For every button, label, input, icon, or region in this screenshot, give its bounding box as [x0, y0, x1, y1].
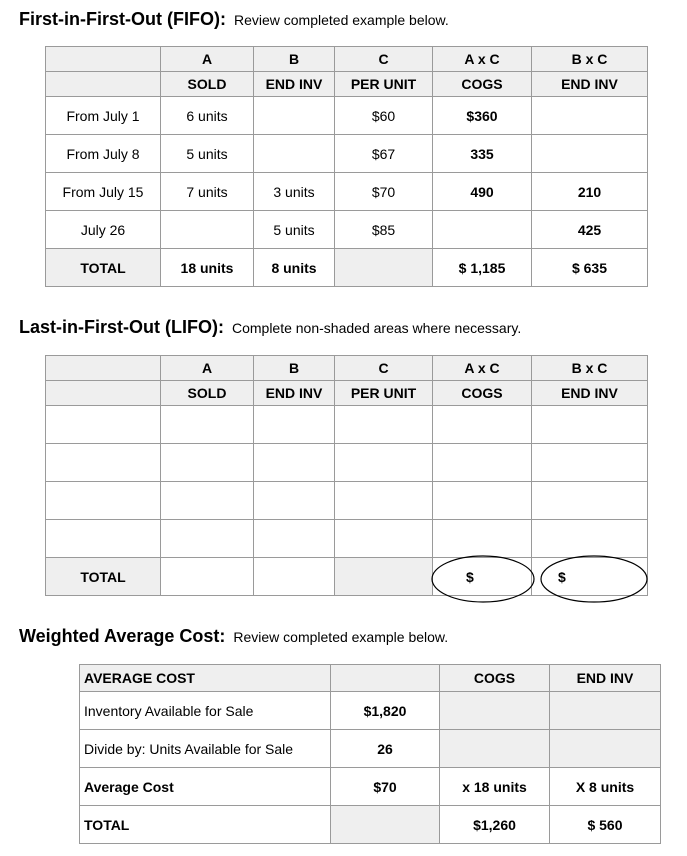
lifo-cell-per-unit[interactable] — [335, 406, 433, 444]
lifo-cell-per-unit[interactable] — [335, 520, 433, 558]
lifo-cell-end-inv-value[interactable] — [532, 482, 648, 520]
wavg-total-end-inv: $ 560 — [550, 806, 661, 844]
lifo-title: Last-in-First-Out (LIFO): — [19, 317, 224, 337]
wavg-row-cogs — [440, 730, 550, 768]
fifo-cell-end-inv-value: 210 — [532, 173, 648, 211]
lifo-header-top-c: C — [335, 356, 433, 381]
wavg-row-label: Inventory Available for Sale — [80, 692, 331, 730]
lifo-header-top-axc: A x C — [433, 356, 532, 381]
fifo-cell-cogs — [433, 211, 532, 249]
fifo-cell-per-unit: $70 — [335, 173, 433, 211]
fifo-header-top-axc: A x C — [433, 47, 532, 72]
fifo-header-bottom-0 — [46, 72, 161, 97]
fifo-cell-cogs: $360 — [433, 97, 532, 135]
lifo-header-top-a: A — [161, 356, 254, 381]
fifo-cell-sold: 6 units — [161, 97, 254, 135]
fifo-total-cogs: $ 1,185 — [433, 249, 532, 287]
fifo-note: Review completed example below. — [233, 12, 449, 28]
fifo-header-top-a: A — [161, 47, 254, 72]
lifo-heading — [19, 317, 521, 338]
fifo-total-end-inv-value: $ 635 — [532, 249, 648, 287]
fifo-header-top-b: B — [254, 47, 335, 72]
lifo-total-cogs[interactable]: $ — [433, 558, 532, 596]
wavg-row-label: Divide by: Units Available for Sale — [80, 730, 331, 768]
lifo-cell-end-inv[interactable] — [254, 406, 335, 444]
lifo-cell-sold[interactable] — [161, 520, 254, 558]
wavg-row-value: 26 — [331, 730, 440, 768]
lifo-total-sold[interactable] — [161, 558, 254, 596]
lifo-cell-cogs[interactable] — [433, 406, 532, 444]
lifo-total-label: TOTAL — [46, 558, 161, 596]
fifo-cell-per-unit: $67 — [335, 135, 433, 173]
lifo-cell-sold[interactable] — [161, 406, 254, 444]
wavg-header-cogs: COGS — [440, 665, 550, 692]
lifo-header-cogs: COGS — [433, 381, 532, 406]
lifo-total-end-inv-value[interactable]: $ — [532, 558, 648, 596]
fifo-total-label: TOTAL — [46, 249, 161, 287]
wavg-header-label: AVERAGE COST — [80, 665, 331, 692]
fifo-heading — [19, 9, 449, 30]
fifo-cell-end-inv-value — [532, 97, 648, 135]
fifo-cell-sold: 7 units — [161, 173, 254, 211]
fifo-table — [45, 46, 648, 287]
lifo-header-top-bxc: B x C — [532, 356, 648, 381]
lifo-cell-sold[interactable] — [161, 444, 254, 482]
fifo-cell-sold: 5 units — [161, 135, 254, 173]
lifo-cell-label[interactable] — [46, 482, 161, 520]
fifo-header-end-inv-value: END INV — [532, 72, 648, 97]
fifo-cell-end-inv: 5 units — [254, 211, 335, 249]
wavg-row-cogs: x 18 units — [440, 768, 550, 806]
lifo-cell-sold[interactable] — [161, 482, 254, 520]
wavg-table — [79, 664, 661, 844]
lifo-cell-end-inv[interactable] — [254, 482, 335, 520]
fifo-header-sold: SOLD — [161, 72, 254, 97]
lifo-table — [45, 355, 648, 596]
lifo-cell-per-unit[interactable] — [335, 482, 433, 520]
lifo-total-per-unit — [335, 558, 433, 596]
fifo-total-sold: 18 units — [161, 249, 254, 287]
wavg-heading — [19, 626, 448, 647]
fifo-row-label: July 26 — [46, 211, 161, 249]
wavg-total-cogs: $1,260 — [440, 806, 550, 844]
wavg-row-end-inv — [550, 692, 661, 730]
wavg-total-label: TOTAL — [80, 806, 331, 844]
wavg-row-end-inv — [550, 730, 661, 768]
lifo-header-top-b: B — [254, 356, 335, 381]
fifo-cell-sold — [161, 211, 254, 249]
fifo-header-per-unit: PER UNIT — [335, 72, 433, 97]
lifo-cell-end-inv[interactable] — [254, 520, 335, 558]
wavg-total-value — [331, 806, 440, 844]
lifo-cell-cogs[interactable] — [433, 444, 532, 482]
fifo-header-top-c: C — [335, 47, 433, 72]
lifo-cell-per-unit[interactable] — [335, 444, 433, 482]
fifo-cell-per-unit: $60 — [335, 97, 433, 135]
lifo-total-end-inv[interactable] — [254, 558, 335, 596]
lifo-note: Complete non-shaded areas where necessary. — [231, 320, 522, 336]
fifo-cell-end-inv-value — [532, 135, 648, 173]
fifo-total-per-unit — [335, 249, 433, 287]
lifo-cell-cogs[interactable] — [433, 520, 532, 558]
fifo-cell-end-inv: 3 units — [254, 173, 335, 211]
fifo-title: First-in-First-Out (FIFO): — [19, 9, 226, 29]
wavg-row-value: $70 — [331, 768, 440, 806]
wavg-row-cogs — [440, 692, 550, 730]
fifo-row-label: From July 1 — [46, 97, 161, 135]
lifo-header-end-inv: END INV — [254, 381, 335, 406]
wavg-title: Weighted Average Cost: — [19, 626, 226, 646]
wavg-row-label: Average Cost — [80, 768, 331, 806]
lifo-cell-end-inv-value[interactable] — [532, 520, 648, 558]
lifo-cell-end-inv-value[interactable] — [532, 406, 648, 444]
lifo-cell-label[interactable] — [46, 406, 161, 444]
fifo-header-end-inv: END INV — [254, 72, 335, 97]
fifo-header-cogs: COGS — [433, 72, 532, 97]
fifo-row-label: From July 15 — [46, 173, 161, 211]
wavg-row-value: $1,820 — [331, 692, 440, 730]
lifo-cell-end-inv-value[interactable] — [532, 444, 648, 482]
lifo-cell-label[interactable] — [46, 444, 161, 482]
fifo-cell-end-inv-value: 425 — [532, 211, 648, 249]
lifo-header-end-inv-value: END INV — [532, 381, 648, 406]
wavg-row-end-inv: X 8 units — [550, 768, 661, 806]
lifo-cell-cogs[interactable] — [433, 482, 532, 520]
fifo-total-end-inv: 8 units — [254, 249, 335, 287]
fifo-header-top-bxc: B x C — [532, 47, 648, 72]
fifo-cell-end-inv — [254, 135, 335, 173]
wavg-header-end-inv: END INV — [550, 665, 661, 692]
lifo-header-sold: SOLD — [161, 381, 254, 406]
fifo-cell-cogs: 335 — [433, 135, 532, 173]
lifo-cell-end-inv[interactable] — [254, 444, 335, 482]
fifo-row-label: From July 8 — [46, 135, 161, 173]
fifo-cell-per-unit: $85 — [335, 211, 433, 249]
lifo-header-bottom-0 — [46, 381, 161, 406]
fifo-cell-end-inv — [254, 97, 335, 135]
lifo-header-per-unit: PER UNIT — [335, 381, 433, 406]
fifo-cell-cogs: 490 — [433, 173, 532, 211]
lifo-header-top-0 — [46, 356, 161, 381]
wavg-note: Review completed example below. — [233, 629, 449, 645]
fifo-header-top-0 — [46, 47, 161, 72]
wavg-header-value — [331, 665, 440, 692]
lifo-cell-label[interactable] — [46, 520, 161, 558]
